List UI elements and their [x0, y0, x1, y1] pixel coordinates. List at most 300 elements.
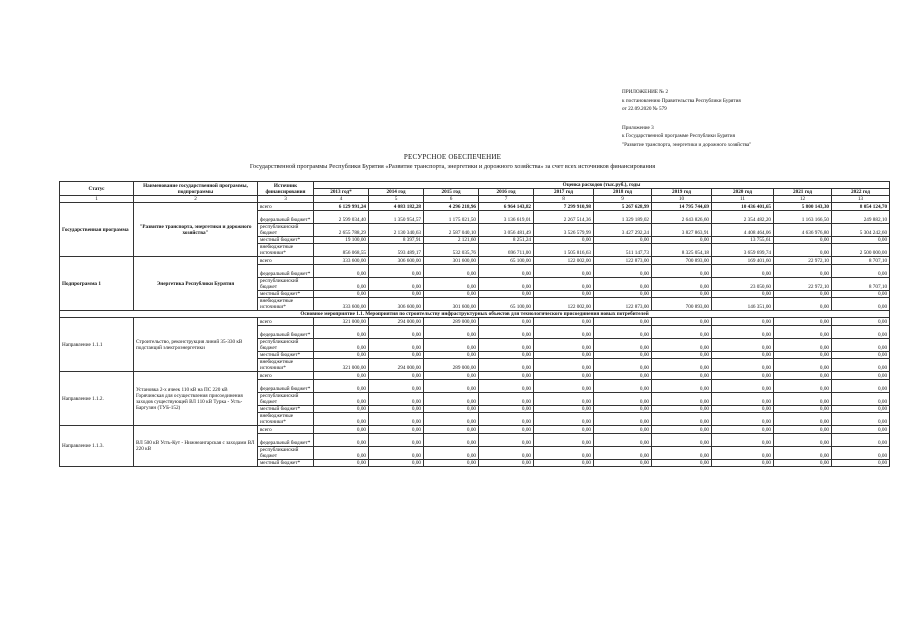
- funding-source: местный бюджет*: [258, 290, 314, 298]
- amount-cell: 0,00: [712, 318, 774, 326]
- amount-cell: 0,00: [424, 379, 479, 392]
- amount-cell: 0,00: [594, 290, 652, 298]
- amount-cell: 0,00: [594, 433, 652, 446]
- amount-cell: 0,00: [652, 359, 712, 372]
- funding-source: республиканский бюджет: [258, 446, 314, 459]
- amount-cell: 0,00: [774, 359, 832, 372]
- amount-cell: 2 587 040,10: [424, 223, 479, 236]
- amount-cell: 0,00: [832, 446, 890, 459]
- amount-cell: 0,00: [534, 433, 594, 446]
- amount-cell: 0,00: [369, 351, 424, 359]
- column-index: 13: [832, 196, 890, 203]
- amount-cell: 0,00: [479, 379, 534, 392]
- amount-cell: 0,00: [652, 459, 712, 467]
- amount-cell: 0,00: [652, 392, 712, 405]
- amount-cell: 0,00: [534, 236, 594, 244]
- amount-cell: 0,00: [314, 459, 369, 467]
- amount-cell: 3 056 481,49: [479, 223, 534, 236]
- amount-cell: 3 136 619,01: [479, 210, 534, 223]
- amount-cell: 0,00: [774, 264, 832, 277]
- amount-cell: 0,00: [594, 338, 652, 351]
- amount-cell: 14 795 744,69: [652, 203, 712, 211]
- amount-cell: 4 408 464,06: [712, 223, 774, 236]
- row-name: ВЛ 500 кВ Усть-Кут - Нижнеангарская с заходами ВЛ 220 кВ: [134, 426, 258, 467]
- year-header: 2021 год: [774, 189, 832, 196]
- amount-cell: 1 329 189,02: [594, 210, 652, 223]
- amount-cell: 0,00: [424, 446, 479, 459]
- amount-cell: 0,00: [369, 325, 424, 338]
- column-index: 10: [652, 196, 712, 203]
- amount-cell: 65 100,00: [479, 298, 534, 311]
- amount-cell: 0,00: [712, 372, 774, 380]
- amount-cell: 6 129 991,24: [314, 203, 369, 211]
- year-header: 2020 год: [712, 189, 774, 196]
- year-header: 2018 год: [594, 189, 652, 196]
- amount-cell: 0,00: [594, 379, 652, 392]
- amount-cell: 0,00: [479, 392, 534, 405]
- amount-cell: 0,00: [314, 426, 369, 434]
- row-status: Подпрограмма 1: [60, 257, 134, 311]
- col-status: Статус: [60, 182, 134, 196]
- funding-source: федеральный бюджет*: [258, 379, 314, 392]
- year-header: 2022 год: [832, 189, 890, 196]
- year-header: 2015 год: [424, 189, 479, 196]
- column-index: 9: [594, 196, 652, 203]
- amount-cell: 1 505 816,63: [534, 244, 594, 257]
- amount-cell: 0,00: [774, 318, 832, 326]
- funding-source: внебюджетные источники*: [258, 413, 314, 426]
- amount-cell: 0,00: [424, 426, 479, 434]
- amount-cell: 22 972,10: [774, 257, 832, 265]
- amount-cell: 0,00: [314, 290, 369, 298]
- amount-cell: 289 000,00: [424, 359, 479, 372]
- amount-cell: 0,00: [534, 392, 594, 405]
- amount-cell: 0,00: [832, 392, 890, 405]
- amount-cell: 0,00: [712, 338, 774, 351]
- amount-cell: 0,00: [594, 426, 652, 434]
- amount-cell: 0,00: [479, 290, 534, 298]
- amount-cell: 0,00: [774, 351, 832, 359]
- amount-cell: 0,00: [594, 359, 652, 372]
- amount-cell: 0,00: [652, 264, 712, 277]
- amount-cell: 2 121,60: [424, 236, 479, 244]
- amount-cell: 2 655 788,29: [314, 223, 369, 236]
- amount-cell: 0,00: [652, 236, 712, 244]
- column-index: 1: [60, 196, 134, 203]
- appendix-3-label: Приложение 3: [622, 124, 654, 131]
- amount-cell: 1 163 166,50: [774, 210, 832, 223]
- funding-source: всего: [258, 426, 314, 434]
- amount-cell: 122 002,00: [534, 257, 594, 265]
- amount-cell: 0,00: [534, 264, 594, 277]
- amount-cell: 0,00: [479, 338, 534, 351]
- amount-cell: 2 599 034,40: [314, 210, 369, 223]
- amount-cell: 0,00: [832, 413, 890, 426]
- amount-cell: 0,00: [774, 236, 832, 244]
- amount-cell: 0,00: [479, 372, 534, 380]
- amount-cell: 0,00: [652, 290, 712, 298]
- amount-cell: 23 050,60: [712, 277, 774, 290]
- amount-cell: 0,00: [594, 277, 652, 290]
- amount-cell: 4 083 182,28: [369, 203, 424, 211]
- amount-cell: 0,00: [652, 426, 712, 434]
- amount-cell: 0,00: [774, 433, 832, 446]
- amount-cell: 0,00: [534, 351, 594, 359]
- amount-cell: 0,00: [712, 379, 774, 392]
- amount-cell: 0,00: [534, 338, 594, 351]
- amount-cell: 0,00: [369, 338, 424, 351]
- amount-cell: 0,00: [534, 413, 594, 426]
- amount-cell: 0,00: [534, 446, 594, 459]
- row-name: Установка 2-х ячеек 110 кВ на ПС 220 кВ Горячинская для осуществления присоединения заходов существующей ВЛ 110 кВ Турка - Усть-Баргузин (ТУБ-152): [134, 372, 258, 426]
- amount-cell: 0,00: [424, 351, 479, 359]
- row-status: Направление 1.1.3.: [60, 426, 134, 467]
- amount-cell: 294 000,00: [369, 359, 424, 372]
- table-index-row: [60, 196, 890, 203]
- funding-source: всего: [258, 257, 314, 265]
- amount-cell: 0,00: [534, 372, 594, 380]
- column-index: 3: [258, 196, 314, 203]
- amount-cell: 0,00: [479, 264, 534, 277]
- funding-source: федеральный бюджет*: [258, 210, 314, 223]
- row-status: Государственная программа: [60, 203, 134, 257]
- amount-cell: 0,00: [479, 413, 534, 426]
- amount-cell: 0,00: [534, 277, 594, 290]
- amount-cell: 0,00: [424, 392, 479, 405]
- amount-cell: 146 351,00: [712, 298, 774, 311]
- amount-cell: 22 972,10: [774, 277, 832, 290]
- amount-cell: 0,00: [534, 318, 594, 326]
- column-index: 7: [479, 196, 534, 203]
- col-name: Наименование государственной программы, подпрограммы: [134, 182, 258, 196]
- funding-source: республиканский бюджет: [258, 392, 314, 405]
- amount-cell: 294 000,00: [369, 318, 424, 326]
- amount-cell: 0,00: [774, 426, 832, 434]
- amount-cell: 0,00: [534, 426, 594, 434]
- amount-cell: 0,00: [832, 338, 890, 351]
- amount-cell: 0,00: [534, 405, 594, 413]
- amount-cell: 5 304 242,60: [832, 223, 890, 236]
- column-index: 11: [712, 196, 774, 203]
- table-body: [60, 203, 890, 467]
- amount-cell: 2 267 514,36: [534, 210, 594, 223]
- amount-cell: 3 526 579,99: [534, 223, 594, 236]
- year-header: 2013 год*: [314, 189, 369, 196]
- amount-cell: 6 964 143,82: [479, 203, 534, 211]
- col-estimate: Оценка расходов (тыс.руб.), годы: [314, 182, 890, 189]
- amount-cell: 0,00: [369, 277, 424, 290]
- funding-source: республиканский бюджет: [258, 223, 314, 236]
- amount-cell: 532 035,76: [424, 244, 479, 257]
- column-index: 2: [134, 196, 258, 203]
- amount-cell: 0,00: [314, 405, 369, 413]
- amount-cell: 0,00: [314, 413, 369, 426]
- amount-cell: 0,00: [534, 290, 594, 298]
- amount-cell: 0,00: [594, 446, 652, 459]
- amount-cell: 0,00: [594, 325, 652, 338]
- table-row: [60, 257, 890, 265]
- amount-cell: 0,00: [479, 405, 534, 413]
- amount-cell: 0,00: [832, 351, 890, 359]
- amount-cell: 289 000,00: [424, 318, 479, 326]
- program-name: "Развитие транспорта, энергетики и дорожного хозяйства": [622, 141, 752, 148]
- amount-cell: 0,00: [314, 264, 369, 277]
- amount-cell: 700 893,00: [652, 298, 712, 311]
- amount-cell: 0,00: [424, 405, 479, 413]
- amount-cell: 0,00: [652, 433, 712, 446]
- funding-source: республиканский бюджет: [258, 277, 314, 290]
- amount-cell: 0,00: [594, 264, 652, 277]
- amount-cell: 249 882,10: [832, 210, 890, 223]
- funding-source: республиканский бюджет: [258, 338, 314, 351]
- amount-cell: 0,00: [424, 459, 479, 467]
- amount-cell: 0,00: [832, 264, 890, 277]
- amount-cell: 0,00: [712, 413, 774, 426]
- section-row: [60, 311, 890, 318]
- funding-source: всего: [258, 372, 314, 380]
- decree-date: от 22.09.2020 № 579: [622, 106, 667, 113]
- amount-cell: 0,00: [652, 325, 712, 338]
- amount-cell: 0,00: [832, 433, 890, 446]
- amount-cell: 8 251,24: [479, 236, 534, 244]
- amount-cell: 0,00: [534, 459, 594, 467]
- amount-cell: 0,00: [369, 413, 424, 426]
- amount-cell: 1 175 021,50: [424, 210, 479, 223]
- amount-cell: 1 350 954,57: [369, 210, 424, 223]
- amount-cell: 0,00: [832, 290, 890, 298]
- amount-cell: 0,00: [314, 379, 369, 392]
- amount-cell: 10 436 401,65: [712, 203, 774, 211]
- amount-cell: 0,00: [774, 325, 832, 338]
- amount-cell: 0,00: [369, 459, 424, 467]
- funding-source: федеральный бюджет*: [258, 325, 314, 338]
- amount-cell: 0,00: [314, 338, 369, 351]
- amount-cell: 321 000,00: [314, 318, 369, 326]
- amount-cell: 2 354 482,20: [712, 210, 774, 223]
- amount-cell: 65 100,00: [479, 257, 534, 265]
- amount-cell: 511 147,73: [594, 244, 652, 257]
- amount-cell: 0,00: [652, 379, 712, 392]
- funding-source: местный бюджет*: [258, 405, 314, 413]
- amount-cell: 0,00: [369, 426, 424, 434]
- amount-cell: 0,00: [652, 351, 712, 359]
- amount-cell: 2 130 340,63: [369, 223, 424, 236]
- amount-cell: 0,00: [594, 372, 652, 380]
- year-header: 2016 год: [479, 189, 534, 196]
- amount-cell: 19 100,00: [314, 236, 369, 244]
- amount-cell: 0,00: [774, 459, 832, 467]
- amount-cell: 0,00: [369, 264, 424, 277]
- col-source: Источник финансирования: [258, 182, 314, 196]
- amount-cell: 0,00: [712, 359, 774, 372]
- column-index: 12: [774, 196, 832, 203]
- amount-cell: 0,00: [832, 426, 890, 434]
- funding-source: местный бюджет*: [258, 351, 314, 359]
- amount-cell: 0,00: [712, 405, 774, 413]
- amount-cell: 8 325 054,18: [652, 244, 712, 257]
- amount-cell: 0,00: [424, 413, 479, 426]
- decree-reference: к постановлению Правительства Республики Бурятия: [622, 97, 741, 104]
- amount-cell: 0,00: [479, 277, 534, 290]
- table-header-row-1: [60, 182, 890, 189]
- amount-cell: 0,00: [369, 433, 424, 446]
- row-status: Направление 1.1.2.: [60, 372, 134, 426]
- amount-cell: 5 267 628,99: [594, 203, 652, 211]
- amount-cell: 3 427 292,24: [594, 223, 652, 236]
- amount-cell: 3 827 863,91: [652, 223, 712, 236]
- funding-source: местный бюджет*: [258, 236, 314, 244]
- funding-source: внебюджетные источники*: [258, 298, 314, 311]
- amount-cell: 0,00: [712, 351, 774, 359]
- amount-cell: 3 659 699,74: [712, 244, 774, 257]
- amount-cell: 13 755,61: [712, 236, 774, 244]
- amount-cell: 0,00: [424, 264, 479, 277]
- amount-cell: 0,00: [534, 325, 594, 338]
- amount-cell: 0,00: [594, 459, 652, 467]
- amount-cell: 0,00: [774, 446, 832, 459]
- amount-cell: 4 296 218,96: [424, 203, 479, 211]
- amount-cell: 0,00: [832, 372, 890, 380]
- amount-cell: 301 600,00: [424, 298, 479, 311]
- amount-cell: 0,00: [479, 325, 534, 338]
- amount-cell: 0,00: [314, 392, 369, 405]
- amount-cell: 0,00: [712, 325, 774, 338]
- funding-source: внебюджетные источники*: [258, 244, 314, 257]
- amount-cell: 0,00: [314, 325, 369, 338]
- amount-cell: 0,00: [369, 405, 424, 413]
- amount-cell: 0,00: [652, 405, 712, 413]
- amount-cell: 0,00: [314, 446, 369, 459]
- amount-cell: 321 000,00: [314, 359, 369, 372]
- amount-cell: 0,00: [774, 372, 832, 380]
- amount-cell: 0,00: [594, 318, 652, 326]
- amount-cell: 0,00: [652, 446, 712, 459]
- amount-cell: 0,00: [712, 426, 774, 434]
- amount-cell: 0,00: [594, 413, 652, 426]
- amount-cell: 0,00: [774, 298, 832, 311]
- funding-source: федеральный бюджет*: [258, 264, 314, 277]
- amount-cell: 696 711,00: [479, 244, 534, 257]
- amount-cell: 0,00: [314, 277, 369, 290]
- amount-cell: 700 893,00: [652, 257, 712, 265]
- funding-source: всего: [258, 318, 314, 326]
- amount-cell: 0,00: [479, 426, 534, 434]
- amount-cell: 0,00: [832, 236, 890, 244]
- funding-source: внебюджетные источники*: [258, 359, 314, 372]
- row-name: "Развитие транспорта, энергетики и дорожного хозяйства": [134, 203, 258, 257]
- column-index: 6: [424, 196, 479, 203]
- amount-cell: 0,00: [594, 236, 652, 244]
- amount-cell: 0,00: [479, 318, 534, 326]
- amount-cell: 8 054 124,70: [832, 203, 890, 211]
- amount-cell: 0,00: [594, 405, 652, 413]
- amount-cell: 0,00: [594, 392, 652, 405]
- amount-cell: 0,00: [314, 351, 369, 359]
- document-header: [622, 88, 751, 150]
- amount-cell: 306 600,00: [369, 257, 424, 265]
- amount-cell: 0,00: [652, 413, 712, 426]
- amount-cell: 333 600,00: [314, 298, 369, 311]
- amount-cell: 8 707,10: [832, 257, 890, 265]
- amount-cell: 0,00: [832, 459, 890, 467]
- amount-cell: 0,00: [424, 290, 479, 298]
- amount-cell: 0,00: [774, 379, 832, 392]
- row-status: Направление 1.1.1: [60, 318, 134, 372]
- table-row: [60, 426, 890, 434]
- amount-cell: 0,00: [652, 372, 712, 380]
- amount-cell: 0,00: [424, 433, 479, 446]
- table-row: [60, 203, 890, 211]
- amount-cell: 0,00: [712, 446, 774, 459]
- row-name: Энергетика Республики Бурятия: [134, 257, 258, 311]
- amount-cell: 0,00: [314, 433, 369, 446]
- amount-cell: 0,00: [479, 433, 534, 446]
- amount-cell: 0,00: [652, 277, 712, 290]
- amount-cell: 0,00: [369, 446, 424, 459]
- amount-cell: 4 636 976,80: [774, 223, 832, 236]
- amount-cell: 0,00: [774, 338, 832, 351]
- amount-cell: 0,00: [479, 351, 534, 359]
- amount-cell: 0,00: [832, 298, 890, 311]
- amount-cell: 0,00: [369, 379, 424, 392]
- amount-cell: 306 600,00: [369, 298, 424, 311]
- appendix-2-label: ПРИЛОЖЕНИЕ № 2: [622, 89, 669, 95]
- amount-cell: 0,00: [424, 325, 479, 338]
- amount-cell: 0,00: [712, 264, 774, 277]
- amount-cell: 0,00: [712, 433, 774, 446]
- amount-cell: 0,00: [652, 338, 712, 351]
- program-reference: к Государственной программе Республики Бурятия: [622, 133, 735, 140]
- amount-cell: 0,00: [774, 244, 832, 257]
- amount-cell: 0,00: [479, 446, 534, 459]
- amount-cell: 8 707,10: [832, 277, 890, 290]
- amount-cell: 0,00: [712, 290, 774, 298]
- amount-cell: 0,00: [774, 392, 832, 405]
- amount-cell: 5 800 143,30: [774, 203, 832, 211]
- amount-cell: 0,00: [832, 379, 890, 392]
- year-header: 2014 год: [369, 189, 424, 196]
- amount-cell: 0,00: [832, 318, 890, 326]
- funding-source: всего: [258, 203, 314, 211]
- funding-source: федеральный бюджет*: [258, 433, 314, 446]
- amount-cell: 0,00: [832, 405, 890, 413]
- amount-cell: 301 600,00: [424, 257, 479, 265]
- amount-cell: 122 873,00: [594, 298, 652, 311]
- resource-table: [59, 181, 890, 467]
- amount-cell: 169 401,60: [712, 257, 774, 265]
- year-header: 2019 год: [652, 189, 712, 196]
- column-index: 5: [369, 196, 424, 203]
- amount-cell: 2 643 826,60: [652, 210, 712, 223]
- amount-cell: 0,00: [369, 372, 424, 380]
- amount-cell: 0,00: [774, 290, 832, 298]
- column-index: 4: [314, 196, 369, 203]
- table-row: [60, 318, 890, 326]
- amount-cell: 0,00: [424, 372, 479, 380]
- amount-cell: 333 600,00: [314, 257, 369, 265]
- amount-cell: 0,00: [369, 290, 424, 298]
- section-title: Основное мероприятие 1.1. Мероприятия по строительству инфраструктурных объектов для технологического присоединения новых потребителей: [60, 311, 890, 318]
- funding-source: местный бюджет*: [258, 459, 314, 467]
- table-row: [60, 372, 890, 380]
- amount-cell: 0,00: [534, 359, 594, 372]
- amount-cell: 0,00: [534, 379, 594, 392]
- year-header: 2017 год: [534, 189, 594, 196]
- amount-cell: 0,00: [424, 338, 479, 351]
- column-index: 8: [534, 196, 594, 203]
- amount-cell: 0,00: [479, 459, 534, 467]
- amount-cell: 2 500 000,00: [832, 244, 890, 257]
